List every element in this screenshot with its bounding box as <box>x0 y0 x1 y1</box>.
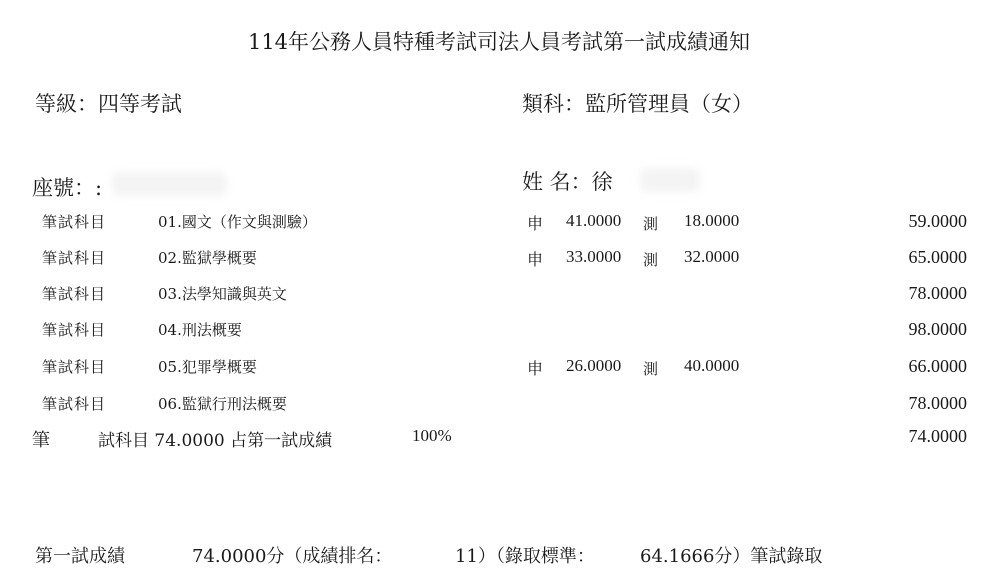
summary-total: 74.0000 <box>908 426 967 446</box>
subject-total: 65.0000 <box>908 247 967 267</box>
redacted-name <box>640 168 700 192</box>
essay-marker: 申 <box>527 250 544 269</box>
subject-name: 02.監獄學概要 <box>158 249 257 267</box>
subject-total: 98.0000 <box>908 319 967 339</box>
essay-score: 33.0000 <box>566 247 622 266</box>
test-score: 32.0000 <box>684 247 740 266</box>
footer-label: 第一試成績 <box>35 546 125 567</box>
subject-total: 66.0000 <box>908 356 967 376</box>
row-label: 筆試科目 <box>42 321 107 339</box>
subject-name: 06.監獄行刑法概要 <box>158 395 287 413</box>
subject-total: 78.0000 <box>908 393 967 413</box>
test-marker: 測 <box>643 215 659 233</box>
essay-score: 41.0000 <box>566 211 622 230</box>
name-label: 姓 名：徐 <box>522 170 613 194</box>
summary-char: 筆 <box>32 430 50 451</box>
subject-total: 59.0000 <box>908 211 967 231</box>
footer-score: 74.0000分（成績排名： <box>192 546 393 567</box>
row-label: 筆試科目 <box>42 285 107 303</box>
test-marker: 測 <box>643 360 659 378</box>
exam-category: 類科：監所管理員（女） <box>522 92 753 116</box>
subject-name: 04.刑法概要 <box>158 321 242 339</box>
subject-name: 01.國文（作文與測驗） <box>158 213 317 231</box>
footer-rank: 11）（錄取標準： <box>455 546 595 567</box>
redacted-seat-number <box>112 172 227 196</box>
page-title: 114年公務人員特種考試司法人員考試第一試成績通知 <box>247 30 751 54</box>
essay-marker: 申 <box>527 214 544 233</box>
summary-text: 試科目 74.0000 占第一試成績 <box>98 431 333 451</box>
test-score: 40.0000 <box>684 356 740 375</box>
row-label: 筆試科目 <box>42 249 107 267</box>
row-label: 筆試科目 <box>42 213 107 231</box>
subject-name: 03.法學知識與英文 <box>158 285 287 303</box>
essay-score: 26.0000 <box>566 356 622 375</box>
subject-name: 05.犯罪學概要 <box>158 358 257 376</box>
row-label: 筆試科目 <box>42 358 107 376</box>
essay-marker: 申 <box>527 359 544 378</box>
row-label: 筆試科目 <box>42 395 107 413</box>
subject-total: 78.0000 <box>908 283 967 303</box>
test-score: 18.0000 <box>684 211 740 230</box>
test-marker: 測 <box>643 251 659 269</box>
seat-number-label: 座號：: <box>32 176 103 200</box>
footer-standard: 64.1666分）筆試錄取 <box>640 546 823 567</box>
summary-percent: 100% <box>412 426 452 445</box>
exam-level: 等級：四等考試 <box>35 92 182 116</box>
